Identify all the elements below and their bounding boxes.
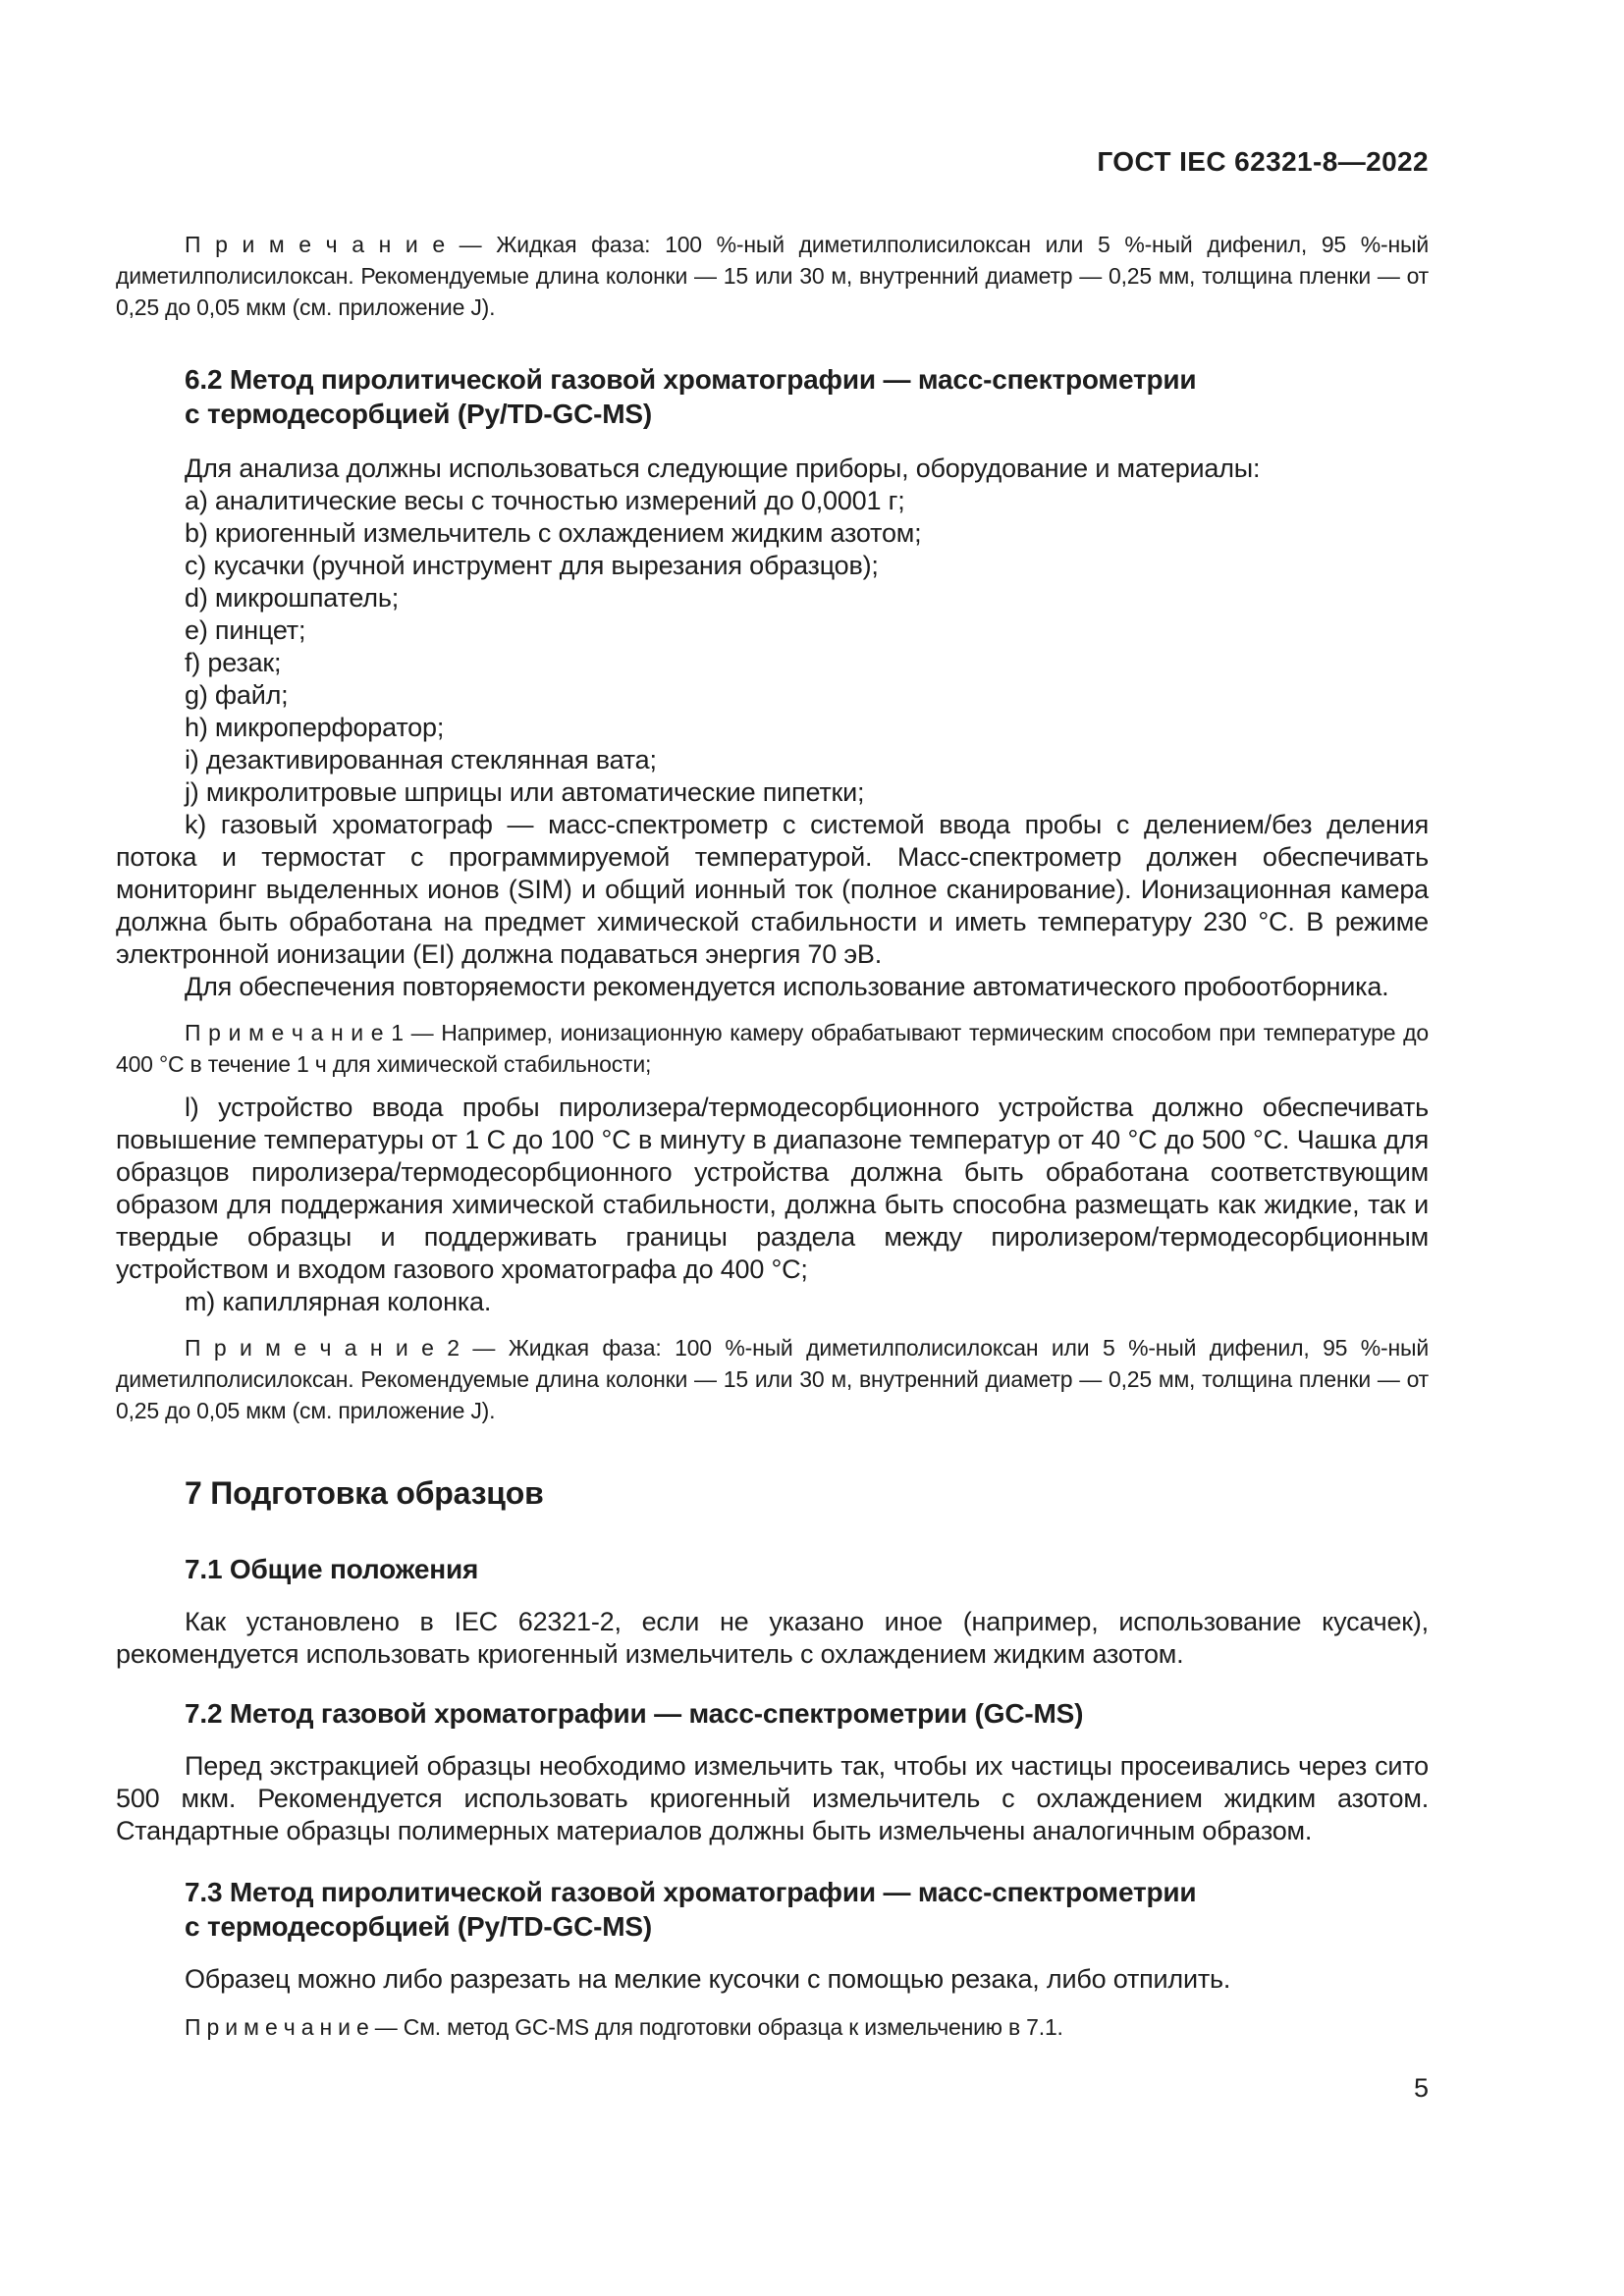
section-7-3-heading [185,1875,1429,1944]
section-7-3-paragraph: Образец можно либо разрезать на мелкие кусочки с помощью резака, либо отпилить. [185,1964,1231,1994]
equipment-item-j: j) микролитровые шприцы или автоматические пипетки; [185,777,865,807]
note-liquid-phase-top: П р и м е ч а н и е — Жидкая фаза: 100 %-ный диметилполисилоксан или 5 %-ный дифенил, 95 %-ный диметилполисилоксан. Рекомендуемые длина колонки — 15 или 30 м, внутренний диаметр — 0,25 мм, толщина пленки — от 0,25 до 0,05 мкм (см. приложение J). [116,232,1429,320]
document-code: ГОСТ IEC 62321-8—2022 [1097,146,1429,177]
section-7-1-heading: 7.1 Общие положения [185,1554,479,1584]
autosampler-paragraph: Для обеспечения повторяемости рекомендуется использование автоматического пробоотборника. [185,972,1389,1001]
section-7-1-paragraph: Как установлено в IEC 62321-2, если не указано иное (например, использование кусачек), рекомендуется использовать криогенный измельчитель с охлаждением жидким азотом. [116,1607,1429,1669]
equipment-item-e: e) пинцет; [185,615,306,645]
equipment-item-d: d) микрошпатель; [185,583,400,613]
section-6-2-heading-line-1: 6.2 Метод пиролитической газовой хроматографии — масс-спектрометрии [185,364,1197,395]
equipment-item-m: m) капиллярная колонка. [185,1287,492,1316]
document-content [116,0,1429,2043]
equipment-item-l: l) устройство ввода пробы пиролизера/термодесорбционного устройства должно обеспечивать повышение температуры от 1 С до 100 °С в минуту в диапазоне температур от 40 °С до 500 °С. Чашка для образцов пиролизера/термодесорбционного устройства должна быть обработана соответствующим образом для поддержания химической стабильности, должна быть способна размещать как жидкие, так и твердые образцы и поддерживать границы раздела между пиролизером/термодесорбционным устройством и входом газового хроматографа до 400 °С; [116,1093,1429,1284]
section-6-2-heading [185,362,1429,431]
note-1: П р и м е ч а н и е 1 — Например, ионизационную камеру обрабатывают термическим способом при температуре до 400 °С в течение 1 ч для химической стабильности; [116,1020,1429,1077]
section-7-3-heading-line-2: с термодесорбцией (Py/TD-GC-MS) [185,1911,652,1942]
equipment-item-g: g) файл; [185,680,289,710]
note-2: П р и м е ч а н и е 2 — Жидкая фаза: 100 %-ный диметилполисилоксан или 5 %-ный дифенил, 95 %-ный диметилполисилоксан. Рекомендуемые длина колонки — 15 или 30 м, внутренний диаметр — 0,25 мм, толщина пленки — от 0,25 до 0,05 мкм (см. приложение J). [116,1335,1429,1423]
equipment-item-b: b) криогенный измельчитель с охлаждением жидким азотом; [185,518,922,548]
section-7-2-paragraph: Перед экстракцией образцы необходимо измельчить так, чтобы их частицы просеивались через сито 500 мкм. Рекомендуется использовать криогенный измельчитель с охлаждением жидким азотом. Стандартные образцы полимерных материалов должны быть измельчены аналогичным образом. [116,1751,1429,1845]
equipment-item-i: i) дезактивированная стеклянная вата; [185,745,657,774]
note-see-gc-ms: П р и м е ч а н и е — См. метод GC-MS для подготовки образца к измельчению в 7.1. [185,2014,1063,2040]
section-7-heading: 7 Подготовка образцов [185,1475,544,1511]
equipment-item-a: a) аналитические весы с точностью измерений до 0,0001 г; [185,486,905,515]
section-7-2-heading: 7.2 Метод газовой хроматографии — масс-спектрометрии (GC-MS) [185,1698,1084,1729]
equipment-intro-paragraph: Для анализа должны использоваться следующие приборы, оборудование и материалы: [185,454,1261,483]
section-7-3-heading-line-1: 7.3 Метод пиролитической газовой хроматографии — масс-спектрометрии [185,1877,1197,1907]
page-number: 5 [1413,2073,1429,2103]
equipment-item-f: f) резак; [185,648,282,677]
equipment-item-h: h) микроперфоратор; [185,713,445,742]
equipment-item-k: k) газовый хроматограф — масс-спектрометр с системой ввода пробы с делением/без деления потока и термостат с программируемой температурой. Масс-спектрометр должен обеспечивать мониторинг выделенных ионов (SIM) и общий ионный ток (полное сканирование). Ионизационная камера должна быть обработана на предмет химической стабильности и иметь температуру 230 °С. В режиме электронной ионизации (EI) должна подаваться энергия 70 эВ. [116,810,1429,969]
section-6-2-heading-line-2: с термодесорбцией (Py/TD-GC-MS) [185,399,652,429]
equipment-item-c: c) кусачки (ручной инструмент для вырезания образцов); [185,551,879,580]
